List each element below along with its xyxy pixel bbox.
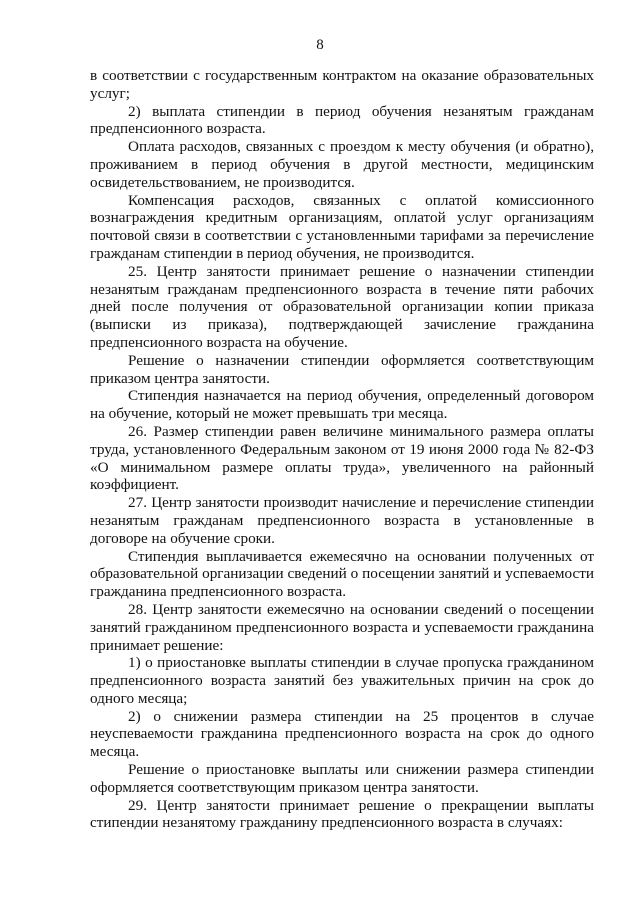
paragraph-clause-26: 26. Размер стипендии равен величине минимального размера оплаты труда, установленного Федеральным законом от 19 июня 2000 года № 82-ФЗ «О минимальном размере оплаты труда», увеличенного на районный коэффициент. bbox=[90, 422, 594, 494]
page-number: 8 bbox=[316, 37, 324, 53]
paragraph-clause-28: 28. Центр занятости ежемесячно на основании сведений о посещении занятий гражданином предпенсионного возраста и успеваемости гражданина принимает решение: bbox=[90, 600, 594, 654]
paragraph-continuation: в соответствии с государственным контрактом на оказание образовательных услуг; bbox=[90, 67, 594, 102]
paragraph-monthly-payment: Стипендия выплачивается ежемесячно на основании полученных от образовательной организации сведений о посещении занятий и успеваемости гражданина предпенсионного возраста. bbox=[90, 547, 594, 601]
paragraph-clause-28-item-1: 1) о приостановке выплаты стипендии в случае пропуска гражданином предпенсионного возраста занятий без уважительных причин на срок до одного месяца; bbox=[90, 654, 594, 707]
paragraph-travel-expenses: Оплата расходов, связанных с проездом к месту обучения (и обратно), проживанием в период обучения в другой местности, медицинским освидетельствованием, не производится. bbox=[90, 138, 594, 191]
paragraph-suspension-order: Решение о приостановке выплаты или снижении размера стипендии оформляется соответствующим приказом центра занятости. bbox=[90, 761, 594, 796]
paragraph-clause-28-item-2: 2) о снижении размера стипендии на 25 процентов в случае неуспеваемости гражданина предпенсионного возраста на срок до одного месяца. bbox=[90, 707, 594, 761]
paragraph-clause-29: 29. Центр занятости принимает решение о прекращении выплаты стипендии незанятому гражданину предпенсионного возраста в случаях: bbox=[90, 796, 594, 832]
paragraph-item-2-stipend-payment: 2) выплата стипендии в период обучения незанятым гражданам предпенсионного возраста. bbox=[90, 102, 594, 138]
paragraph-commission-compensation: Компенсация расходов, связанных с оплатой комиссионного вознаграждения кредитным организациям, оплатой услуг организациям почтовой связи в соответствии с установленными тарифами за перечисление гражданам стипендии в период обучения, не производится. bbox=[90, 191, 594, 262]
document-body bbox=[90, 67, 594, 832]
paragraph-stipend-period: Стипендия назначается на период обучения, определенный договором на обучение, который не может превышать три месяца. bbox=[90, 387, 594, 423]
paragraph-stipend-decision-order: Решение о назначении стипендии оформляется соответствующим приказом центра занятости. bbox=[90, 351, 594, 387]
paragraph-clause-25: 25. Центр занятости принимает решение о назначении стипендии незанятым гражданам предпенсионного возраста в течение пяти рабочих дней после получения от образовательной организации копии приказа (выписки из приказа), подтверждающей зачисление гражданина предпенсионного возраста на обучение. bbox=[90, 262, 594, 351]
paragraph-clause-27: 27. Центр занятости производит начисление и перечисление стипендии незанятым гражданам предпенсионного возраста в установленные в договоре на обучение сроки. bbox=[90, 494, 594, 547]
